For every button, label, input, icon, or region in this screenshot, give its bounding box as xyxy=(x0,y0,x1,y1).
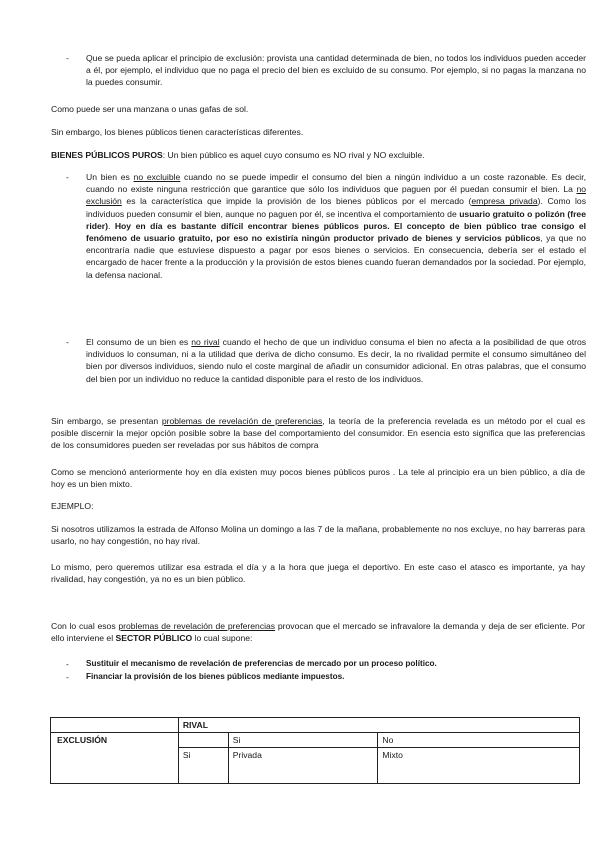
table-header-rival: RIVAL xyxy=(178,718,579,733)
bold-term: usuario gratuito o polizón (free rider) xyxy=(86,208,586,231)
table-cell-mixto: Mixto xyxy=(378,748,580,784)
bullet-text: Un bien es no excluible cuando no se puede impedir el consumo del bien a ningún individuo a un coste razonable. Es decir, cuando no existe ninguna restricción que garantice que sólo los individuos que paguen por él puedan consumir el bien. La no exclusión es la característica que impide la provisión de los bienes públicos por el mercado (empresa privada). Como los individuos pueden consumir el bien, aunque no paguen por él, se incentiva el comportamiento de usuario gratuito o polizón (free rider). Hoy en día es bastante difícil encontrar bienes públicos puros. El concepto de bien público trae consigo el fenómeno de usuario gratuito, por eso no existiría ningún productor privado de bienes y servicios públicos, ya que no encontraría nadie que estuviese dispuesto a pagar por esos bienes o servicios. En consecuencia, debería ser el estado el encargado de hacer frente a la producción y la provisión de estos bienes cuando fueran demandados por la sociedad. Por ejemplo, la defensa nacional. xyxy=(86,172,586,280)
table-row-si: Si xyxy=(178,748,228,784)
underlined-term: no rival xyxy=(191,337,220,347)
paragraph: Como se mencionó anteriormente hoy en día existen muy pocos bienes públicos puros . La tele al principio era un bien público, a día de hoy es un bien mixto. xyxy=(51,467,585,490)
paragraph: Con lo cual esos problemas de revelación de preferencias provocan que el mercado se infravalore la demanda y deja de ser eficiente. Por ello interviene el SECTOR PÚBLICO lo cual supone: xyxy=(51,621,585,644)
table-col-si: Si xyxy=(228,733,378,748)
bullet-text: Financiar la provisión de los bienes públicos mediante impuestos. xyxy=(86,672,345,681)
paragraph: Si nosotros utilizamos la estrada de Alfonso Molina un domingo a las 7 de la mañana, probablemente no nos excluye, no hay barreras para usarlo, no hay congestión, no hay rival. xyxy=(51,524,585,547)
underlined-term: problemas de revelación de preferencias xyxy=(161,416,323,426)
bold-term: SECTOR PÚBLICO xyxy=(115,633,193,644)
definition-text: : Un bien público es aquel cuyo consumo es NO rival y NO excluible. xyxy=(162,150,425,160)
bullet-text: Sustituir el mecanismo de revelación de preferencias de mercado por un proceso político. xyxy=(86,659,437,668)
underlined-term: no excluible xyxy=(133,172,181,182)
section-heading: EJEMPLO: xyxy=(51,501,94,511)
bullet-dash: - xyxy=(66,659,69,669)
table-cell xyxy=(178,733,228,748)
underlined-term: no exclusión xyxy=(86,184,586,207)
paragraph: Sin embargo, los bienes públicos tienen características diferentes. xyxy=(51,127,304,137)
bullet-dash: - xyxy=(66,672,69,682)
bullet-dash: - xyxy=(66,337,69,347)
term-heading: BIENES PÚBLICOS PUROS xyxy=(51,150,163,160)
table-cell-privada: Privada xyxy=(228,748,378,784)
table-header-exclusion: EXCLUSIÓN xyxy=(51,733,179,784)
paragraph: Lo mismo, pero queremos utilizar esa estrada el día y a la hora que juega el deportivo. En este caso el atasco es importante, ya hay rivalidad, hay congestión, ya no es un bien público. xyxy=(51,562,585,585)
bold-passage: Hoy en día es bastante difícil encontrar bienes públicos puros. El concepto de bien público trae consigo el fenómeno de usuario gratuito, por eso no existiría ningún productor privado de bienes y servicios públicos xyxy=(86,220,586,244)
table-cell xyxy=(51,718,179,733)
bullet-dash: - xyxy=(66,172,69,182)
table-col-no: No xyxy=(378,733,580,748)
paragraph: Como puede ser una manzana o unas gafas de sol. xyxy=(51,104,249,114)
bullet-text: El consumo de un bien es no rival cuando el hecho de que un individuo consuma el bien no afecta a la posibilidad de que otros individuos lo consuman, ni a la utilidad que deriva de dicho consumo. Es decir, la no rivalidad permite el consumo simultáneo del bien por diversos individuos, siendo nulo el coste marginal de añadir un consumidor adicional. En otras palabras, que el consumo del bien por un individuo no reduce la cantidad disponible para el resto de los individuos. xyxy=(86,337,587,384)
underlined-term: empresa privada xyxy=(471,196,538,207)
paragraph: Sin embargo, se presentan problemas de revelación de preferencias, la teoría de la preferencia revelada es un método por el cual es posible discernir la mejor opción posible sobre la base del comportamiento del consumidor. En esencia esto significa que las preferencias de los consumidores pueden ser reveladas por sus hábitos de compra xyxy=(51,416,585,451)
bullet-dash: - xyxy=(66,53,69,63)
underlined-term: problemas de revelación de preferencias xyxy=(118,621,276,631)
goods-classification-table xyxy=(50,717,580,784)
definition-paragraph xyxy=(51,149,585,161)
bullet-text: Que se pueda aplicar el principio de exclusión: provista una cantidad determinada de bien, no todos los individuos pueden acceder a él, por ejemplo, el individuo que no paga el precio del bien es excluido de su consumo. Por ejemplo, si no pagas la manzana no la puedes consumir. xyxy=(86,53,586,88)
